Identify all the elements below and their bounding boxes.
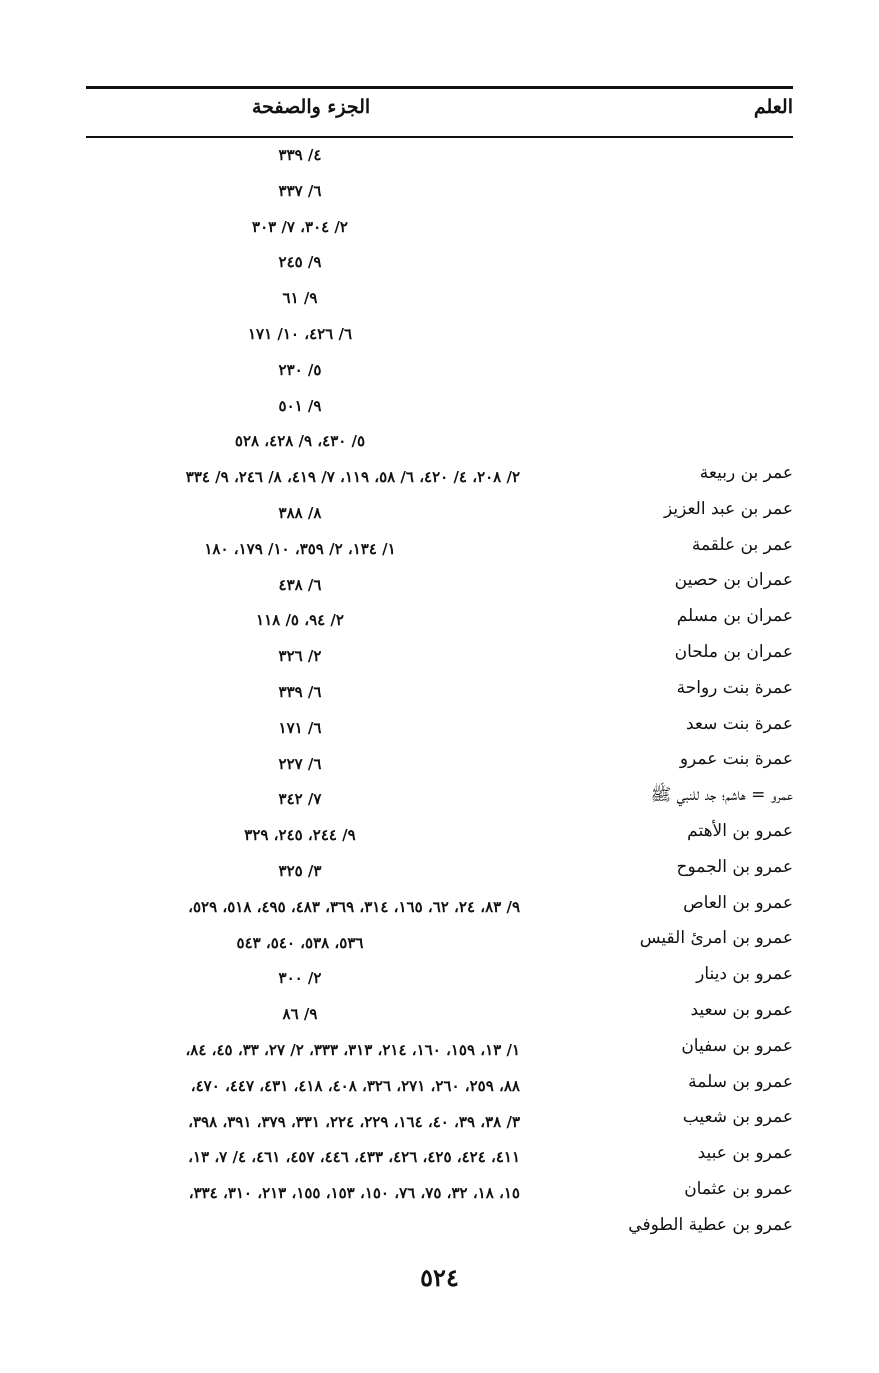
reference-line: ١/ ١٣٤، ٢/ ٣٥٩، ١٠/ ١٧٩، ١٨٠ (204, 539, 396, 558)
reference-line: ٩/ ٦١ (282, 289, 318, 308)
reference-line: ٦/ ٣٣٩ (278, 682, 322, 701)
reference-line: ٥/ ٤٣٠، ٩/ ٤٢٨، ٥٢٨ (234, 432, 366, 451)
index-name: عمرو بن دينار (696, 964, 793, 985)
column-header-volume-page: الجزء والصفحة (252, 96, 371, 118)
reference-line: ٤/ ٣٣٩ (278, 146, 322, 164)
reference-line: ٢/ ٩٤، ٥/ ١١٨ (256, 611, 344, 630)
reference-line: ٩/ ٨٣، ٢٤، ٦٢، ١٦٥، ٣١٤، ٣٦٩، ٤٨٣، ٤٩٥، ٥١٨، ٥٢٩، (188, 897, 520, 916)
reference-line: ٥٣٦، ٥٣٨، ٥٤٠، ٥٤٣ (236, 933, 364, 952)
index-name: عمرو بن شعيب (682, 1107, 793, 1128)
index-name: عمرة بنت رواحة (676, 677, 793, 698)
index-name: عمرو بن سعيد (690, 999, 793, 1020)
index-name: عمر بن علقمة (691, 534, 793, 555)
reference-line: ٩/ ٨٦ (282, 1005, 318, 1024)
names-column (553, 456, 793, 1244)
header-top-rule (86, 86, 793, 89)
page-number: ٥٢٤ (420, 1263, 459, 1292)
reference-line: ٩/ ٥٠١ (278, 396, 322, 415)
index-name: عمرو بن امرئ القيس (639, 928, 793, 949)
index-name: عمرو = هاشم؛ جد للنبي ﷺ (650, 785, 793, 806)
reference-line: ٢/ ٣٠٠ (278, 969, 322, 988)
reference-line: ٦/ ٤٣٨ (278, 575, 322, 594)
reference-line: ٨/ ٣٨٨ (278, 503, 322, 522)
reference-line: ٩/ ٢٤٥ (278, 253, 322, 272)
reference-line: ٢/ ٣٢٦ (278, 647, 322, 666)
reference-line: ٢/ ٣٠٤، ٧/ ٣٠٣ (252, 217, 348, 236)
index-name: عمرو بن عطية الطوفي (628, 1214, 793, 1235)
index-name: عمران بن حصين (674, 570, 793, 591)
reference-line: ٦/ ١٧١ (278, 718, 322, 737)
reference-line: ٦/ ٢٢٧ (278, 754, 322, 773)
reference-line: ٢/ ٢٠٨، ٤/ ٤٢٠، ٦/ ٥٨، ١١٩، ٧/ ٤١٩، ٨/ ٢٤٦، ٩/ ٣٣٤ (185, 468, 520, 487)
index-name: عمرة بنت سعد (686, 713, 793, 734)
index-name: عمرة بنت عمرو (679, 749, 793, 770)
index-name: عمرو بن سفيان (681, 1035, 793, 1056)
reference-line: ٦/ ٣٣٧ (278, 181, 322, 200)
index-name: عمران بن ملحان (674, 641, 793, 662)
reference-line: ٦/ ٤٢٦، ١٠/ ١٧١ (247, 324, 352, 343)
index-name: عمرو بن الأهتم (687, 820, 793, 841)
reference-line: ٣/ ٣٢٥ (278, 861, 322, 880)
reference-line: ٥/ ٢٣٠ (278, 360, 322, 379)
index-name: عمرو بن الجموح (676, 856, 793, 877)
references-column (80, 138, 520, 1212)
reference-line: ١/ ١٣، ١٥٩، ١٦٠، ٢١٤، ٣١٣، ٣٣٣، ٢/ ٢٧، ٣٣، ٤٥، ٨٤، (185, 1040, 520, 1059)
index-name: عمرو بن عثمان (684, 1178, 793, 1199)
index-name: عمر بن ربيعة (699, 463, 793, 483)
index-name: عمران بن مسلم (676, 606, 793, 627)
index-name: عمرو بن عبيد (697, 1143, 793, 1164)
reference-line: ٣/ ٣٨، ٣٩، ٤٠، ١٦٤، ٢٢٩، ٢٢٤، ٣٣١، ٣٧٩، ٣٩١، ٣٩٨، (188, 1112, 520, 1131)
reference-line: ٧/ ٣٤٢ (278, 790, 322, 809)
reference-line: ١٥، ١٨، ٣٢، ٧٥، ٧٦، ١٥٠، ١٥٣، ١٥٥، ٢١٣، ٣١٠، ٣٣٤، (188, 1184, 520, 1203)
reference-line: ٩/ ٢٤٤، ٢٤٥، ٣٢٩ (244, 826, 356, 845)
index-name: عمر بن عبد العزيز (663, 498, 793, 519)
reference-line: ٨٨، ٢٥٩، ٢٦٠، ٢٧١، ٣٢٦، ٤٠٨، ٤١٨، ٤٣١، ٤٤٧، ٤٧٠، (190, 1076, 520, 1095)
index-name: عمرو بن سلمة (688, 1071, 793, 1092)
index-name: عمرو بن العاص (683, 892, 793, 913)
reference-line: ٤١١، ٤٢٤، ٤٢٥، ٤٢٦، ٤٣٣، ٤٤٦، ٤٥٧، ٤٦١، ٤/ ٧، ١٣، (188, 1148, 520, 1167)
column-header-name: العلم (753, 96, 793, 118)
